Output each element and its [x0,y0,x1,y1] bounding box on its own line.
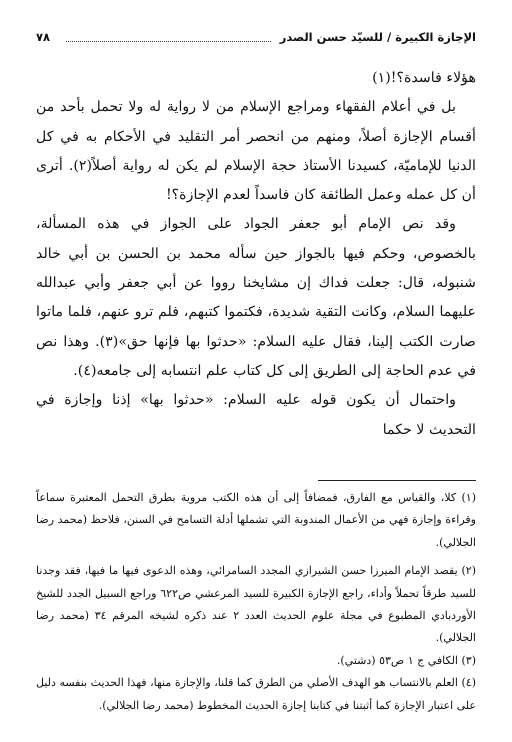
footnotes [36,487,476,717]
main-text [36,64,476,445]
running-title: الإجازة الكبيرة / للسيّد حسن الصدر [279,30,476,44]
footnote-4: (٤) العلم بالانتساب هو الهدف الأصلي من الطرق كما قلنا، والإجازة منها، فهذا الحديث بنفسه دليل على اعتبار الإجازة كما أثبتنا في كتابنا إجازة الحديث المخطوط (محمد رضا الجلالي). [36,676,476,712]
running-header [36,30,476,48]
paragraph-4: واحتمال أن يكون قوله عليه السلام: «حدثوا بها» إذنا وإجازة في التحديث لا حكما [36,392,476,438]
paragraph-3: وقد نص الإمام أبو جعفر الجواد على الجواز في هذه المسألة، بالخصوص، وحكم فيها بالجواز حين سأله محمد بن الحسن بن أبي خالد شنبوله، قال: جعلت فداك إن مشايخنا رووا عن أبي جعفر وأبي عبدالله عليهما السلام، وكانت التقية شديدة، فكتموا كتبهم، فلم ترو عنهم، فلما ماتوا صارت الكتب إلينا، فقال عليه السلام: «حدثوا بها فإنها حق»(٣). وهذا نص في عدم الحاجة إلى الطريق إلى كل كتاب علم انتسابه إلى جامعه(٤). [36,216,476,379]
paragraph-2: بل في أعلام الفقهاء ومراجع الإسلام من لا رواية له ولا تحمل بأحد من أقسام الإجازة أصلاً، ومنهم من انحصر أمر التقليد في الأحكام به في كل الدنيا للإماميّة، كسيدنا الأستاذ حجة الإسلام لم يكن له رواية أصلاً(٢). أترى أن كل عمله وعمل الطائفة كان فاسداً لعدم الإجازة؟! [36,99,476,204]
page-number: ٧٨ [36,30,51,44]
footnote-3: (٣) الكافي ج ١ ص٥٣ (دشتي). [336,653,476,667]
footnote-separator [318,480,476,481]
footnote-2: (٢) يقصد الإمام الميرزا حسن الشيرازي المجدد السامرائي، وهذه الدعوى فيها ما فيها، فقد وجدنا للسيد طرقاً تحملاً وأداء، راجع الإجازة الكبيرة للسيد المرعشي ص٦٢٢ وراجع السبيل الجدد للشيخ الأوردبادي المطبوع في مجلة علوم الحديث العدد ٢ عند ذكره لشيخه المرقم ٣٤ (محمد رضا الجلالي). [36,564,477,645]
header-dotted-leader [66,41,271,42]
paragraph-1: هؤلاء فاسدة؟!(١) [372,70,476,86]
footnote-1: (١) كلا، والقياس مع الفارق، فمضافاً إلى أن هذه الكتب مروية بطرق التحمل المعتبرة سماعاً وقراءة وإجازة فهي من الأعمال المندوبة التي تشملها أدلة التسامح في السنن، فلاحظ (محمد رضا الجلالي). [36,491,476,549]
